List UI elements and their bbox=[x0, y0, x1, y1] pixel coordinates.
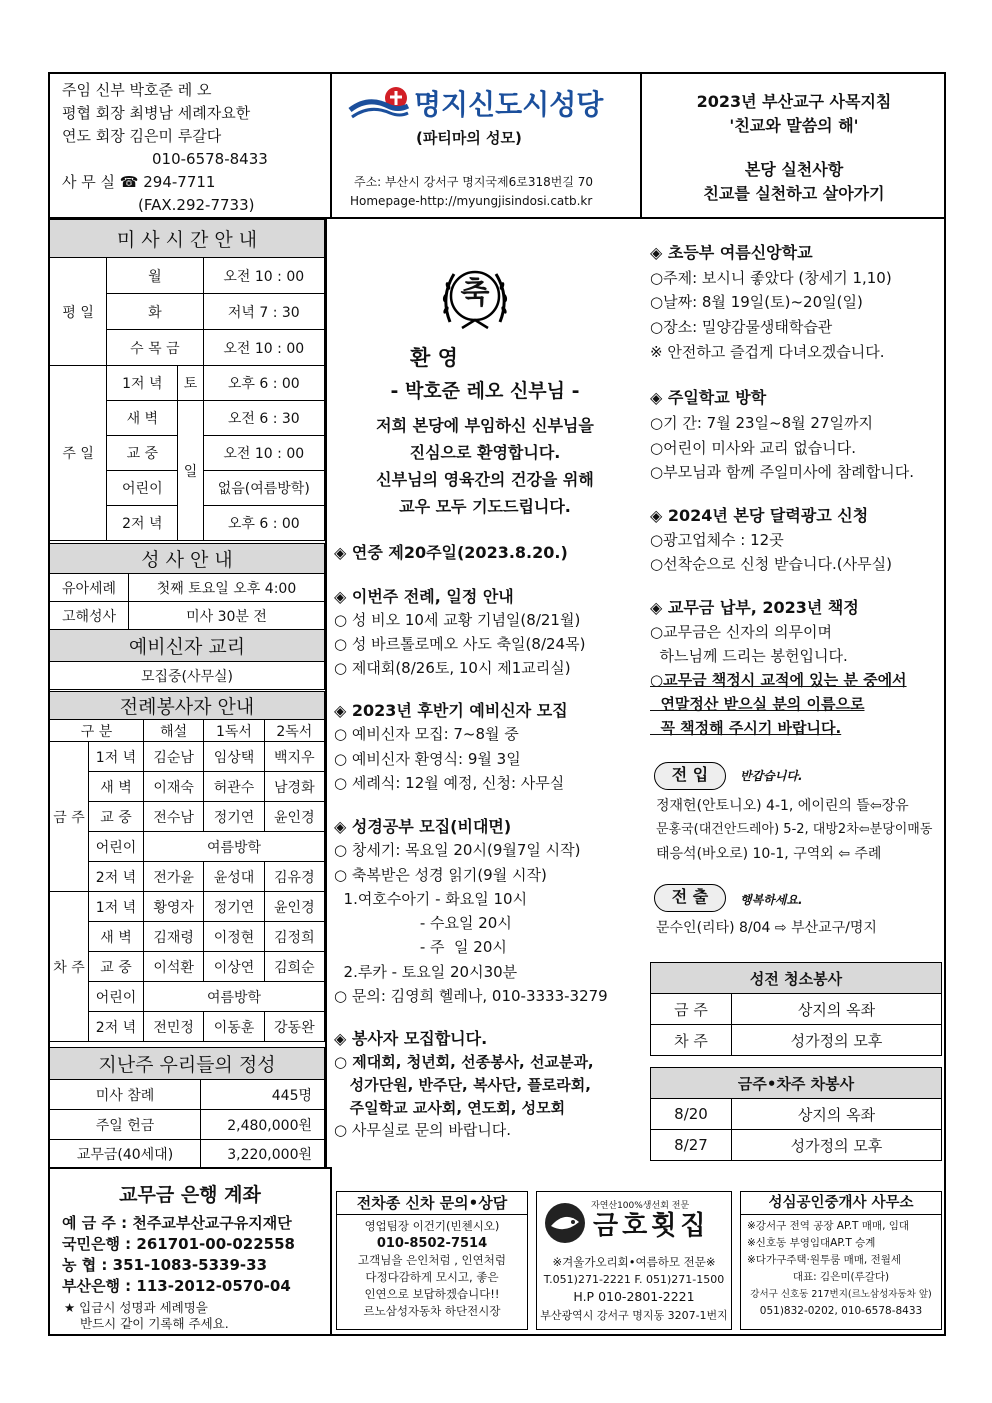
welcome-name: - 박호준 레오 신부님 - bbox=[390, 380, 580, 402]
sunday-school-break-title: ◈ 주일학교 방학 bbox=[650, 388, 767, 407]
catechumen-recruit-title: ◈ 2023년 후반기 예비신자 모집 bbox=[334, 701, 568, 720]
catechumen-value: 모집중(사무실) bbox=[50, 662, 325, 690]
bank-note-2: 반드시 같이 기록해 주세요. bbox=[80, 1316, 229, 1331]
transfer-in-label: 전 입 bbox=[654, 762, 726, 790]
bank-busan: 부산은행 : 113-2012-0570-04 bbox=[62, 1277, 291, 1295]
cleaning-table: 성전 청소봉사 금 주 상지의 옥좌 차 주 성가정의 모후 bbox=[650, 962, 942, 1056]
office-fax: (FAX.292-7733) bbox=[138, 196, 255, 214]
office-phone: 사 무 실 ☎ 294-7711 bbox=[62, 173, 216, 191]
church-address: 주소: 부산시 강서구 명지국제6로318번길 70 bbox=[354, 175, 593, 189]
catechumen-title: 예비신자 교리 bbox=[50, 630, 325, 662]
bank-holder: 예 금 주 : 천주교부산교구유지재단 bbox=[62, 1214, 292, 1232]
church-subtitle: (파티마의 성모) bbox=[416, 129, 522, 147]
header-divider-left bbox=[330, 72, 332, 217]
president: 평협 회장 최병남 세례자요한 bbox=[62, 104, 251, 122]
liturgical-week: ◈ 연중 제20주일(2023.8.20.) bbox=[334, 543, 568, 562]
motto-line-3: 본당 실천사항 bbox=[744, 160, 844, 179]
sacrament-table: 성 사 안 내 유아세례 첫째 토요일 오후 4:00 고해성사 미사 30분 전 예비신자 교리 모집중(사무실) bbox=[49, 543, 325, 690]
yeondo-phone: 010-6578-8433 bbox=[152, 150, 268, 168]
mass-schedule-table: 미 사 시 간 안 내 평 일 월 오전 10 : 00 화 저녁 7 : 30 수 목 금 오전 10 : 00 주 일 1저 녁 토 오후 6 : 00 새 벽 일 오전 6 : 30 교 중 오전 10 : 00 어린이 없음(여름방학) 2저 녁 오후 6 : 00 bbox=[49, 219, 325, 541]
bank-right-divider bbox=[330, 1167, 332, 1336]
offering-title: 지난주 우리들의 정성 bbox=[50, 1048, 325, 1080]
offering-table: 지난주 우리들의 정성 미사 참례 445명 주일 헌금 2,480,000원 교무금(40세대) 3,220,000원 bbox=[49, 1047, 325, 1168]
transfer-out-note: 행복하세요. bbox=[740, 893, 803, 907]
weekday-label: 평 일 bbox=[50, 258, 107, 366]
bank-note-1: ★ 입금시 성명과 세례명을 bbox=[64, 1300, 208, 1315]
summer-school-title: ◈ 초등부 여름신앙학교 bbox=[650, 243, 813, 262]
sacrament-title: 성 사 안 내 bbox=[50, 544, 325, 574]
church-logo-icon bbox=[348, 84, 410, 124]
transfer-in-note: 반갑습니다. bbox=[740, 769, 803, 783]
restaurant-name: 금호횟집 bbox=[593, 1211, 710, 1241]
seal-character: 축 bbox=[460, 276, 490, 311]
tea-table: 금주•차주 차봉사 8/20 상지의 옥좌 8/27 성가정의 모후 bbox=[650, 1067, 942, 1161]
realty-ad: 성심공인중개사 사무소 ※강서구 전역 공장 AP.T 매매, 임대 ※신호동 부영임대AP.T 승계 ※다가구주택·원투룸 매매, 전월세 대표: 김은미(루갈다) 강서구 신호동 217번지(르노삼성자동차 앞) 051)832-0202, 010-6578-8433 bbox=[740, 1191, 942, 1330]
left-column-divider bbox=[325, 217, 327, 1167]
transfer-out-label: 전 출 bbox=[654, 884, 726, 912]
mass-title: 미 사 시 간 안 내 bbox=[50, 220, 325, 258]
motto-line-1: 2023년 부산교구 사목지침 bbox=[696, 92, 892, 111]
bank-title: 교무금 은행 계좌 bbox=[119, 1184, 261, 1206]
bank-kb: 국민은행 : 261701-00-022558 bbox=[62, 1235, 295, 1253]
volunteer-title: ◈ 봉사자 모집합니다. bbox=[334, 1029, 488, 1048]
fish-logo-icon bbox=[543, 1200, 587, 1246]
church-homepage[interactable]: Homepage-http://myungjisindosi.catb.kr bbox=[350, 194, 593, 208]
pastor: 주임 신부 박호준 레 오 bbox=[62, 81, 212, 99]
calendar-ad-title: ◈ 2024년 본당 달력광고 신청 bbox=[650, 506, 869, 525]
tea-title: 금주•차주 차봉사 bbox=[651, 1068, 942, 1099]
dues-title: ◈ 교무금 납부, 2023년 책정 bbox=[650, 598, 859, 617]
church-name: 명지신도시성당 bbox=[414, 88, 604, 121]
bank-nh: 농 협 : 351-1083-5339-33 bbox=[62, 1256, 268, 1274]
cleaning-title: 성전 청소봉사 bbox=[651, 963, 942, 994]
restaurant-ad: 자연산100%생선회 전문 금호횟집 ※겨울가오리회•여름하모 전문※ T.051)271-2221 F. 051)271-1500 H.P 010-2801-2221 부산광역시 강서구 명지동 3207-1번지 bbox=[536, 1191, 732, 1330]
car-dealer-ad: 전차종 신차 문의•상담 영업팀장 이건기(빈첸시오) 010-8502-7514 고객님을 은인처럼 , 인연처럼 다정다감하게 모시고, 좋은 인연으로 보답하겠습니다!! 르노삼성자동차 하단전시장 bbox=[336, 1191, 528, 1330]
yeondo-president: 연도 회장 김은미 루갈다 bbox=[62, 127, 222, 145]
liturgy-servers-table: 전례봉사자 안내 구 분 해설 1독서 2독서 금 주 1저 녁 김순남 임상택 백지우 새 벽 이재숙 허관수 남경화 교 중 전수남 정기연 윤인경 어린이 여름방학 2저 녁 전가윤 윤성대 김유경 차 주 1저 녁 황영자 정기연 윤인경 새 벽 김재령 이정현 김정희 교 중 이석환 이상연 김희순 어린이 여름방학 2저 녁 전민정 이동훈 강동완 bbox=[49, 691, 325, 1042]
motto-line-2: '친교와 말씀의 해' bbox=[729, 116, 859, 135]
motto-line-4: 친교를 실천하고 살아가기 bbox=[703, 184, 885, 203]
bible-study-title: ◈ 성경공부 모집(비대면) bbox=[334, 817, 512, 836]
servers-title: 전례봉사자 안내 bbox=[50, 692, 325, 720]
sunday-label: 주 일 bbox=[50, 366, 107, 541]
schedule-title: ◈ 이번주 전례, 일정 안내 bbox=[334, 587, 514, 606]
welcome-title: 환 영 bbox=[410, 346, 458, 370]
